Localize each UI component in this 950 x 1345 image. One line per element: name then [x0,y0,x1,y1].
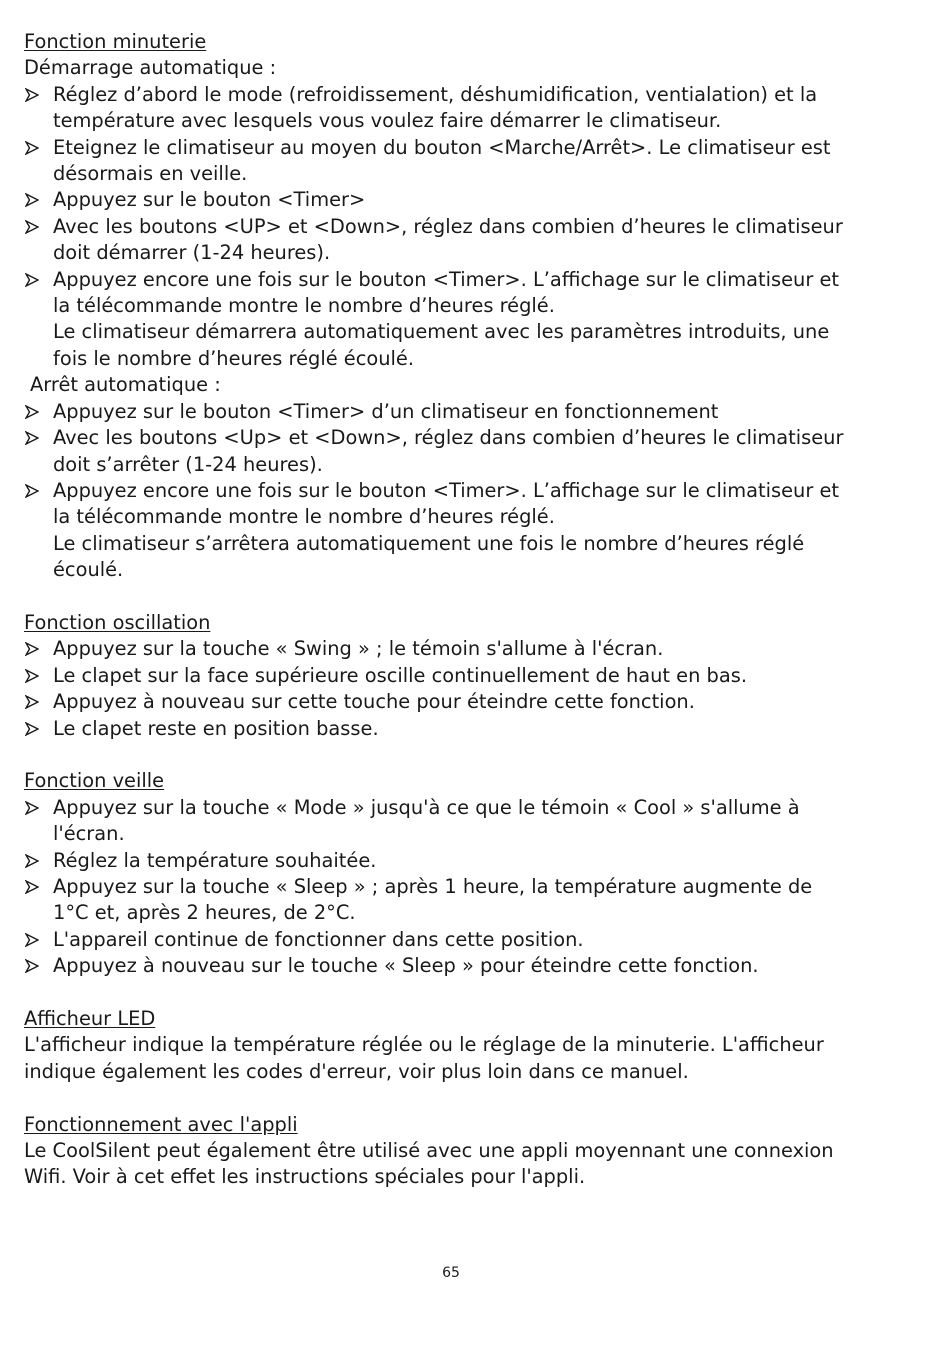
document-page [24,29,894,1191]
list-item-line: Réglez la température souhaitée. [53,848,377,872]
swing-heading: Fonction oscillation [24,610,211,634]
led-paragraph-line: indique également les codes d'erreur, voir plus loin dans ce manuel. [24,1059,689,1083]
list-item [24,874,894,927]
swing-section [24,610,894,742]
list-item [24,135,894,188]
list-item [24,267,894,373]
list-item-text [53,425,894,478]
list-item [24,425,894,478]
list-item [24,663,894,689]
led-paragraph-line: L'afficheur indique la température réglée ou le réglage de la minuterie. L'afficheur [24,1033,824,1057]
app-heading: Fonctionnement avec l'appli [24,1112,298,1136]
auto-stop-label: Arrêt automatique : [30,373,221,397]
list-item-line: Le climatiseur s’arrêtera automatiquement une fois le nombre d’heures réglé [53,531,805,555]
list-item-text [53,795,894,848]
list-item-line: Appuyez sur la touche « Mode » jusqu'à ce que le témoin « Cool » s'allume à [53,795,800,819]
list-item-line: Appuyez sur la touche « Swing » ; le témoin s'allume à l'écran. [53,637,664,661]
list-item [24,187,894,213]
list-item [24,478,894,584]
sleep-list [24,795,894,980]
timer-section [24,29,894,584]
list-item [24,399,894,425]
app-paragraph-line: Wifi. Voir à cet effet les instructions spéciales pour l'appli. [24,1165,586,1189]
list-item-text [53,214,894,267]
list-item-text [53,399,894,425]
list-item-line: Avec les boutons <UP> et <Down>, réglez dans combien d’heures le climatiseur [53,214,843,238]
list-item [24,689,894,715]
sleep-section [24,768,894,979]
list-item-line: L'appareil continue de fonctionner dans cette position. [53,927,584,951]
section-spacer [24,980,894,1006]
list-item-line: écoulé. [53,558,124,582]
list-item-text [53,663,894,689]
list-item-line: doit démarrer (1-24 heures). [53,241,331,265]
list-item-line: Appuyez encore une fois sur le bouton <Timer>. L’affichage sur le climatiseur et [53,478,839,502]
section-spacer [24,1085,894,1111]
list-item-line: Appuyez à nouveau sur cette touche pour éteindre cette fonction. [53,690,695,714]
list-item [24,927,894,953]
section-spacer [24,584,894,610]
list-item-text [53,927,894,953]
list-item [24,795,894,848]
list-item [24,848,894,874]
list-item [24,953,894,979]
swing-list [24,636,894,742]
list-item-text [53,716,894,742]
page-number: 65 [442,1265,460,1281]
list-item-line: Le clapet sur la face supérieure oscille continuellement de haut en bas. [53,663,748,687]
list-item-line: fois le nombre d’heures réglé écoulé. [53,346,415,370]
list-item-line: température avec lesquels vous voulez faire démarrer le climatiseur. [53,109,722,133]
list-item-line: l'écran. [53,822,125,846]
list-item-line: Appuyez sur la touche « Sleep » ; après 1 heure, la température augmente de [53,874,813,898]
list-item-text [53,953,894,979]
list-item-line: désormais en veille. [53,162,248,186]
list-item-line: Appuyez sur le bouton <Timer> [53,188,366,212]
list-item-text [53,874,894,927]
list-item-line: Appuyez encore une fois sur le bouton <Timer>. L’affichage sur le climatiseur et [53,267,839,291]
list-item-line: Appuyez à nouveau sur le touche « Sleep » pour éteindre cette fonction. [53,954,759,978]
list-item-line: Le clapet reste en position basse. [53,716,379,740]
list-item-line: Réglez d’abord le mode (refroidissement, déshumidification, ventialation) et la [53,82,818,106]
led-section [24,1006,894,1085]
auto-start-list [24,82,894,372]
list-item [24,214,894,267]
list-item-text [53,848,894,874]
list-item-line: 1°C et, après 2 heures, de 2°C. [53,901,356,925]
list-item-line: Avec les boutons <Up> et <Down>, réglez dans combien d’heures le climatiseur [53,426,844,450]
led-heading: Afficheur LED [24,1006,156,1030]
list-item-line: Le climatiseur démarrera automatiquement avec les paramètres introduits, une [53,320,830,344]
list-item-text [53,187,894,213]
timer-heading: Fonction minuterie [24,30,207,53]
list-item [24,82,894,135]
list-item [24,636,894,662]
list-item-line: Appuyez sur le bouton <Timer> d’un climatiseur en fonctionnement [53,399,719,423]
app-section [24,1112,894,1191]
app-paragraph-line: Le CoolSilent peut également être utilisé avec une appli moyennant une connexion [24,1139,834,1162]
list-item-line: la télécommande montre le nombre d’heures réglé. [53,505,555,529]
list-item-text [53,135,894,188]
auto-start-label: Démarrage automatique : [24,56,277,80]
list-item [24,716,894,742]
section-spacer [24,742,894,768]
list-item-text [53,82,894,135]
auto-stop-list [24,399,894,584]
list-item-text [53,478,894,584]
list-item-text [53,636,894,662]
list-item-line: la télécommande montre le nombre d’heures réglé. [53,294,555,318]
list-item-text [53,267,894,373]
list-item-line: doit s’arrêter (1-24 heures). [53,452,323,476]
list-item-text [53,689,894,715]
sleep-heading: Fonction veille [24,769,165,793]
list-item-line: Eteignez le climatiseur au moyen du bouton <Marche/Arrêt>. Le climatiseur est [53,135,831,159]
